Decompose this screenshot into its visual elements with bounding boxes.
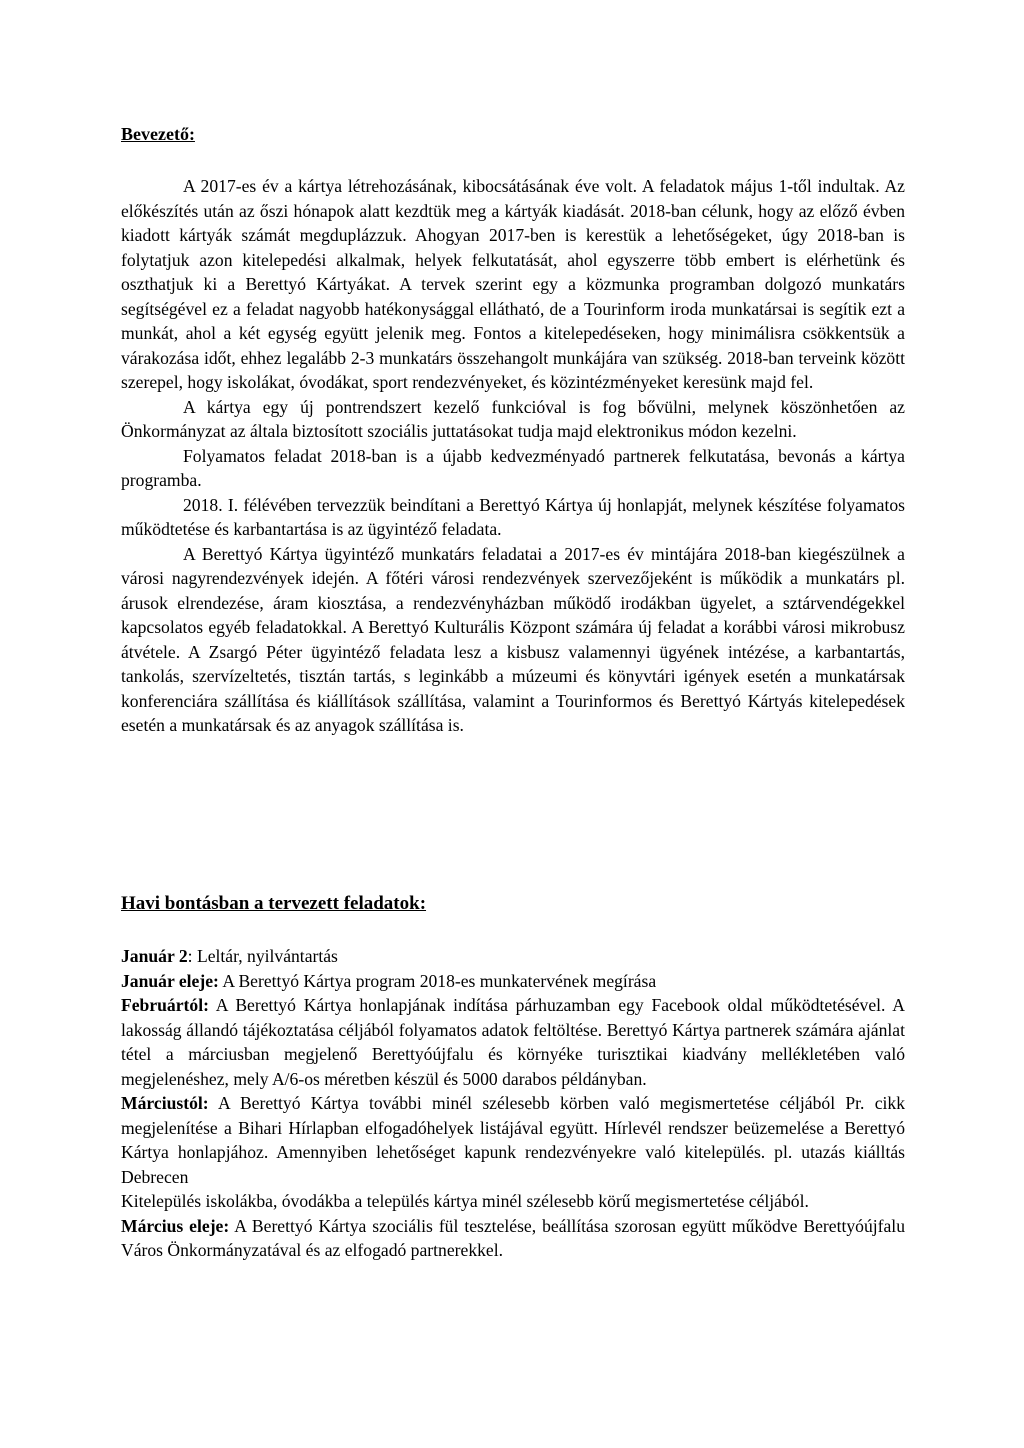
monthly-item-text: A Berettyó Kártya további minél szélesebb körben való megismertetése céljából Pr. cikk megjelenítése a Bihari Hírlapban elfogadóhelyek listájával együtt. Hírlevél rendszer beüzemelése a Berettyó Kártya honlapjához. Amennyiben lehetőséget kapunk rendezvényekre való kitelepülés. pl. utazás kiálltás Debrecen [121, 1093, 905, 1187]
monthly-section [121, 944, 905, 1263]
intro-paragraph-4: 2018. I. félévében tervezzük beindítani a Berettyó Kártya új honlapját, melynek készítése folyamatos működtetése és karbantartása is az ügyintéző feladata. [121, 494, 905, 539]
monthly-item [121, 1189, 905, 1214]
intro-paragraph-5: A Berettyó Kártya ügyintéző munkatárs feladatai a 2017-es év mintájára 2018-ban kiegészülnek a városi nagyrendezvények idején. A főtéri városi rendezvények szervezőjeként is működik a munkatárs pl. árusok elrendezése, áram kiosztása, a rendezvényházban működő irodákban ügyelet, a sztárvendégekkel kapcsolatos egyéb feladatokkal. A Berettyó Kulturális Központ számára új feladat a korábbi városi mikrobusz átvétele. A Zsargó Péter ügyintéző feladata lesz a kisbusz valamennyi ügyének intézése, a karbantartás, tankolás, szervízeltetés, tisztán tartás, s leginkább a múzeumi és könyvtári igények esetén a munkatársak konferenciára szállítása és kiállítások szállítása, valamint a Tourinformos és Berettyó Kártyás kitelepedések esetén a munkatársak és az anyagok szállítása is. [121, 543, 905, 735]
monthly-item-text: A Berettyó Kártya szociális fül tesztelése, beállítása szorosan együtt működve Berettyóújfalu Város Önkormányzatával és az elfogadó partnerekkel. [121, 1215, 905, 1260]
monthly-item [121, 969, 905, 994]
monthly-item-label: Márciustól: [121, 1093, 209, 1113]
monthly-item-text: A Berettyó Kártya program 2018-es munkatervének megírása [218, 970, 657, 991]
monthly-item [121, 1091, 905, 1189]
monthly-item [121, 944, 905, 969]
intro-paragraph-2: A kártya egy új pontrendszert kezelő funkcióval is fog bővülni, melynek köszönhetően az Önkormányzat az általa biztosított szociális juttatásokat tudja majd elektronikus módon kezelni. [121, 396, 905, 441]
monthly-item-label: Március eleje: [121, 1215, 230, 1236]
monthly-heading: Havi bontásban a tervezett feladatok: [121, 893, 427, 914]
monthly-item-text: : Leltár, nyilvántartás [187, 946, 338, 966]
intro-section [121, 174, 905, 738]
monthly-item-label: Január 2 [121, 946, 188, 966]
monthly-item-label: Január eleje: [121, 970, 219, 991]
monthly-item-label: Februártól: [121, 995, 209, 1015]
monthly-item [121, 1214, 905, 1263]
monthly-item [121, 993, 905, 1091]
intro-paragraph-3: Folyamatos feladat 2018-ban is a újabb kedvezményadó partnerek felkutatása, bevonás a kártya programba. [121, 445, 905, 490]
intro-paragraph-1: A 2017-es év a kártya létrehozásának, kibocsátásának éve volt. A feladatok május 1-től indultak. Az előkészítés után az őszi hónapok alatt kezdtük meg a kártyák kiadását. 2018-ban célunk, hogy az előző évben kiadott kártyák számát megduplázzuk. Ahogyan 2017-ben is kerestük a lehetőségeket, úgy 2018-ban is folytatjuk azon kitelepedési alkalmak, helyek felkutatását, ahol egyszerre több embert is elérhetünk és oszthatjuk ki a Berettyó Kártyákat. A tervek szerint egy a közmunka programban dolgozó munkatárs segítségével ez a feladat nagyobb hatékonysággal ellátható, de a Tourinform iroda munkatársai is segítik ezt a munkát, ahol a két egység együtt jelenik meg. Fontos a kitelepedéseken, hogy minimálisra csökkentsük a várakozása időt, ehhez legalább 2-3 munkatárs összehangolt munkájára van szükség. 2018-ban terveink között szerepel, hogy iskolákat, óvodákat, sport rendezvényeket, és közintézményeket keresünk majd fel. [121, 176, 905, 392]
monthly-item-text: Kitelepülés iskolákba, óvodákba a település kártya minél szélesebb körű megismertetése céljából. [121, 1191, 809, 1211]
intro-heading: Bevezető: [121, 124, 195, 144]
monthly-item-text: A Berettyó Kártya honlapjának indítása párhuzamban egy Facebook oldal működtetésével. A lakosság állandó tájékoztatása céljából folyamatos adatok feltöltése. Berettyó Kártya partnerek számára ajánlat tétel a márciusban megjelenő Berettyóújfalu és környéke turisztikai kiadvány mellékletében való megjelenéshez, mely A/6-os méretben készül és 5000 darabos példányban. [121, 995, 905, 1089]
